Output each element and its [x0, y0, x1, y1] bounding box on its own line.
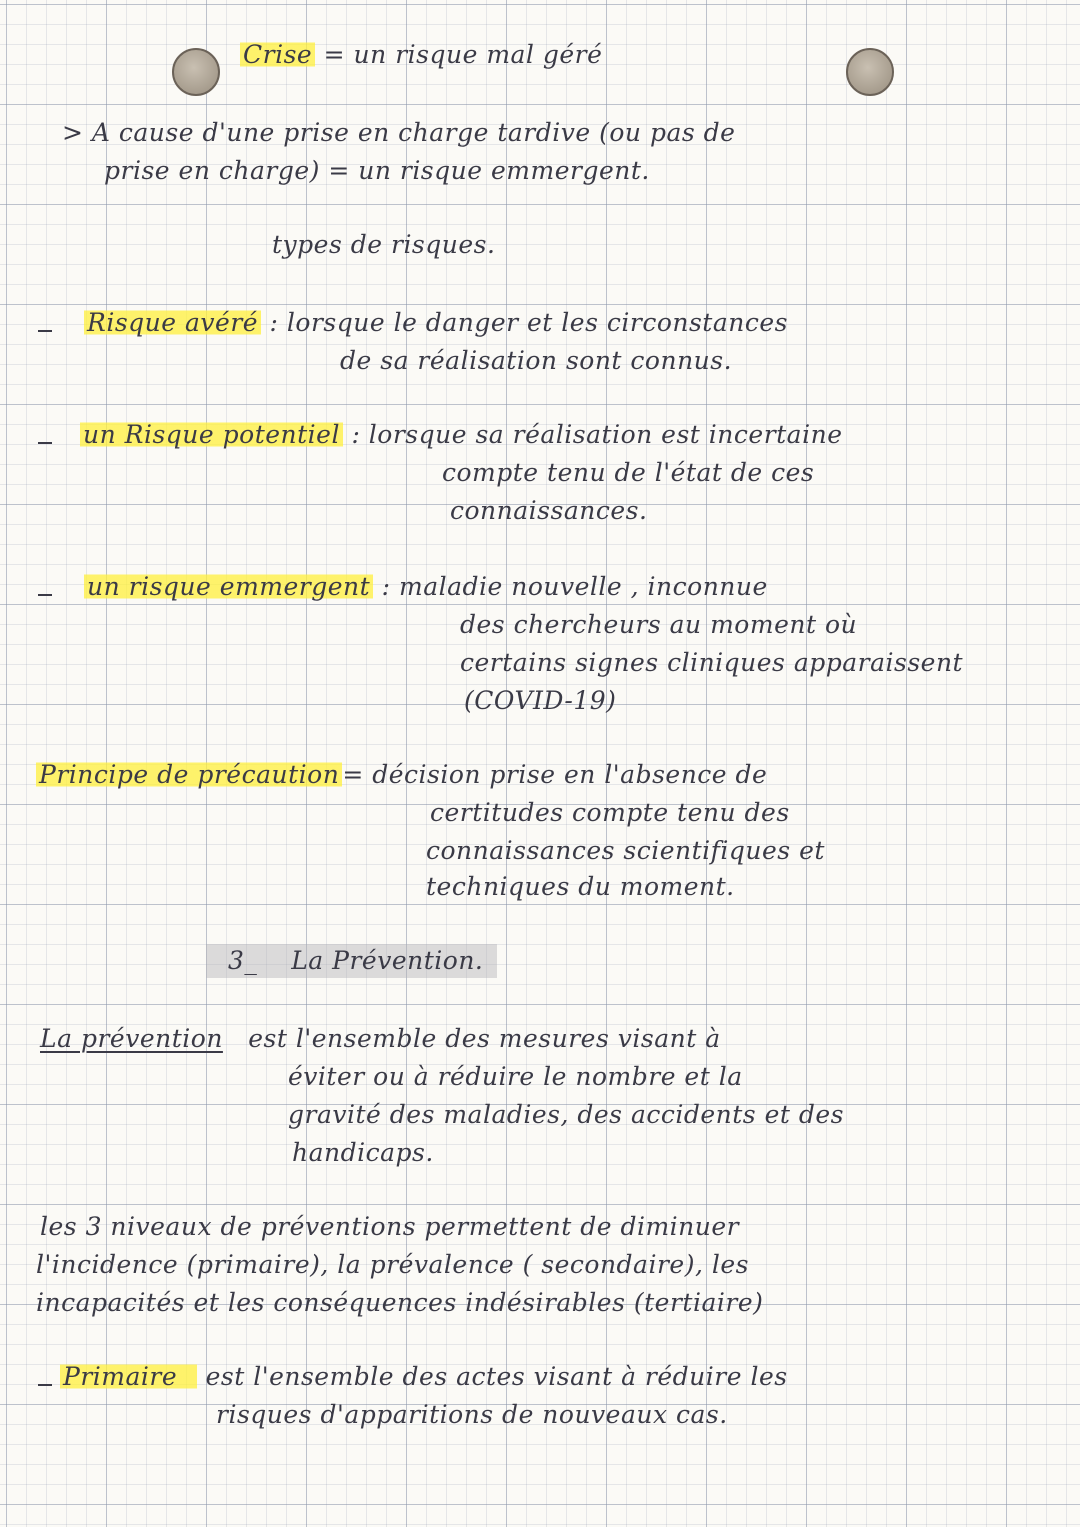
potentiel-definition-1: : lorsque sa réalisation est incertaine [351, 420, 843, 449]
bullet-dash [38, 1384, 52, 1386]
punch-hole-right [846, 48, 894, 96]
prevention-definition-4: handicaps. [292, 1138, 434, 1167]
prevention-definition-2: éviter ou à réduire le nombre et la [288, 1062, 743, 1091]
potentiel-line-1 [80, 418, 842, 452]
bullet-dash [38, 442, 52, 444]
potentiel-definition-2: compte tenu de l'état de ces [442, 458, 815, 487]
emergent-definition-2: des chercheurs au moment où [460, 610, 858, 639]
potentiel-term: un Risque potentiel [80, 420, 343, 449]
precaution-definition-3: connaissances scientifiques et [426, 836, 825, 865]
prevention-definition-3: gravité des maladies, des accidents et des [288, 1100, 844, 1129]
crise-term: Crise [240, 40, 315, 69]
crise-line [240, 38, 602, 72]
primaire-term: Primaire [60, 1362, 197, 1391]
bullet-dash [38, 594, 52, 596]
niveaux-line-3: incapacités et les conséquences indésirables (tertiaire) [36, 1288, 764, 1317]
types-title: types de risques. [272, 230, 496, 259]
precaution-definition-2: certitudes compte tenu des [430, 798, 790, 827]
potentiel-definition-3: connaissances. [450, 496, 648, 525]
primaire-definition-2: risques d'apparitions de nouveaux cas. [216, 1400, 728, 1429]
avere-definition-2: de sa réalisation sont connus. [340, 346, 733, 375]
section-heading [206, 944, 497, 978]
emergent-definition-3: certains signes cliniques apparaissent [460, 648, 964, 677]
emergent-line-1 [84, 570, 768, 604]
section-number: 3_ [228, 946, 258, 975]
emergent-definition-4: (COVID-19) [464, 686, 617, 715]
prevention-term: La prévention [40, 1024, 223, 1053]
cause-line-2: prise en charge) = un risque emmergent. [104, 156, 650, 185]
avere-line-1 [84, 306, 788, 340]
punch-hole-left [172, 48, 220, 96]
primaire-definition-1: est l'ensemble des actes visant à réduire les [205, 1362, 788, 1391]
niveaux-line-1: les 3 niveaux de préventions permettent de diminuer [40, 1212, 740, 1241]
avere-definition-1: : lorsque le danger et les circonstances [269, 308, 788, 337]
emergent-term: un risque emmergent [84, 572, 373, 601]
avere-term: Risque avéré [84, 308, 261, 337]
niveaux-line-2: l'incidence (primaire), la prévalence ( secondaire), les [36, 1250, 749, 1279]
primaire-line-1 [60, 1360, 788, 1394]
emergent-definition-1: : maladie nouvelle , inconnue [381, 572, 768, 601]
bullet-dash [38, 330, 52, 332]
precaution-definition-4: techniques du moment. [426, 872, 735, 901]
precaution-line-1 [36, 758, 767, 792]
precaution-definition-1: = décision prise en l'absence de [342, 760, 768, 789]
prevention-line-1 [40, 1022, 721, 1056]
prevention-definition-1: est l'ensemble des mesures visant à [248, 1024, 721, 1053]
crise-definition: = un risque mal géré [323, 40, 603, 69]
section-title: La Prévention. [291, 946, 484, 975]
cause-line-1: > A cause d'une prise en charge tardive (ou pas de [62, 118, 736, 147]
precaution-term: Principe de précaution [36, 760, 342, 789]
